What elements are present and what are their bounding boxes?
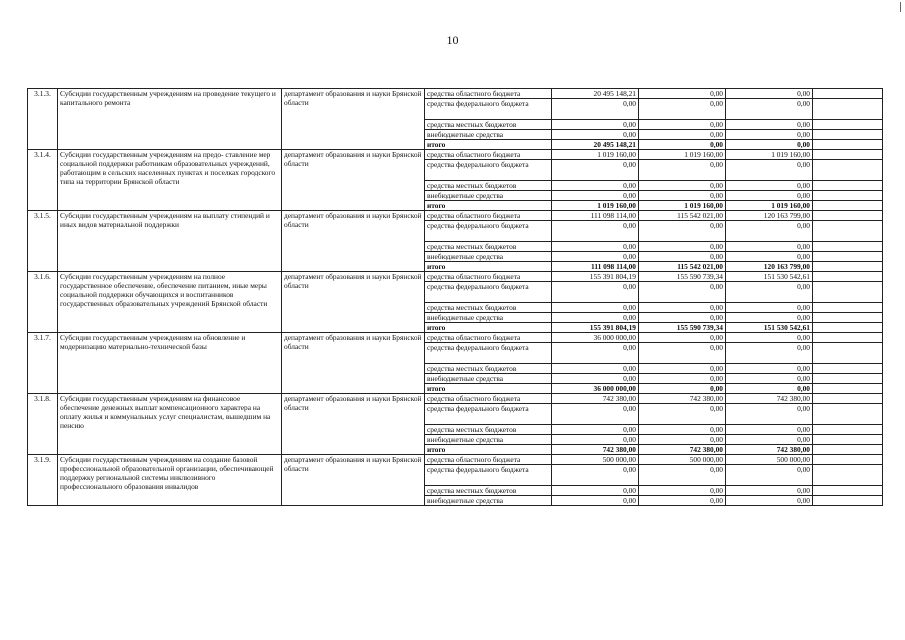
amount-year-3: 0,00 (726, 343, 813, 364)
amount-year-2: 155 590 739,34 (639, 272, 726, 282)
empty-cell (813, 221, 883, 242)
amount-year-3: 500 000,00 (726, 455, 813, 465)
empty-cell (813, 99, 883, 120)
funding-source: средства областного бюджета (425, 150, 552, 160)
amount-year-3: 0,00 (726, 191, 813, 201)
empty-cell (813, 486, 883, 496)
amount-year-3: 0,00 (726, 486, 813, 496)
amount-year-3: 0,00 (726, 130, 813, 140)
amount-year-3: 0,00 (726, 435, 813, 445)
empty-cell (813, 313, 883, 323)
amount-year-1: 0,00 (552, 496, 639, 506)
amount-year-1: 111 098 114,00 (552, 262, 639, 272)
empty-cell (813, 465, 883, 486)
amount-year-1: 0,00 (552, 120, 639, 130)
funding-source: внебюджетные средства (425, 130, 552, 140)
amount-year-3: 151 530 542,61 (726, 272, 813, 282)
empty-cell (813, 160, 883, 181)
amount-year-2: 0,00 (639, 404, 726, 425)
amount-year-3: 1 019 160,00 (726, 150, 813, 160)
item-description: Субсидии государственным учреждениям на предо- ставление мер социальной поддержки работникам образовательных учреждений, работающим в сельских населенных пунктах и поселках городского типа на территории Брянской области (58, 150, 282, 211)
responsible-department: департамент образования и науки Брянской области (282, 333, 425, 394)
amount-year-1: 0,00 (552, 191, 639, 201)
amount-year-3: 0,00 (726, 496, 813, 506)
empty-cell (813, 282, 883, 303)
table-row (28, 89, 883, 99)
item-number: 3.1.8. (28, 394, 58, 455)
funding-source: итого (425, 323, 552, 333)
empty-cell (813, 364, 883, 374)
amount-year-3: 0,00 (726, 221, 813, 242)
funding-source: средства местных бюджетов (425, 425, 552, 435)
empty-cell (813, 272, 883, 282)
amount-year-1: 0,00 (552, 435, 639, 445)
funding-source: средства местных бюджетов (425, 364, 552, 374)
funding-source: средства областного бюджета (425, 211, 552, 221)
amount-year-3: 0,00 (726, 282, 813, 303)
funding-source: средства федерального бюджета (425, 465, 552, 486)
item-number: 3.1.4. (28, 150, 58, 211)
funding-source: средства областного бюджета (425, 89, 552, 99)
empty-cell (813, 384, 883, 394)
amount-year-2: 0,00 (639, 221, 726, 242)
amount-year-1: 0,00 (552, 303, 639, 313)
responsible-department: департамент образования и науки Брянской области (282, 272, 425, 333)
funding-source: итого (425, 262, 552, 272)
amount-year-3: 0,00 (726, 465, 813, 486)
responsible-department: департамент образования и науки Брянской области (282, 150, 425, 211)
amount-year-2: 0,00 (639, 181, 726, 191)
amount-year-2: 0,00 (639, 140, 726, 150)
funding-source: средства федерального бюджета (425, 343, 552, 364)
funding-source: средства местных бюджетов (425, 181, 552, 191)
amount-year-1: 155 391 804,19 (552, 323, 639, 333)
empty-cell (813, 181, 883, 191)
empty-cell (813, 303, 883, 313)
budget-sheet (27, 88, 883, 506)
funding-source: средства местных бюджетов (425, 303, 552, 313)
amount-year-2: 115 542 021,00 (639, 211, 726, 221)
amount-year-2: 0,00 (639, 120, 726, 130)
item-number: 3.1.6. (28, 272, 58, 333)
funding-source: средства местных бюджетов (425, 242, 552, 252)
amount-year-1: 0,00 (552, 404, 639, 425)
funding-source: средства областного бюджета (425, 455, 552, 465)
amount-year-1: 0,00 (552, 465, 639, 486)
amount-year-3: 0,00 (726, 404, 813, 425)
amount-year-1: 742 380,00 (552, 394, 639, 404)
amount-year-1: 20 495 148,21 (552, 140, 639, 150)
funding-source: средства местных бюджетов (425, 486, 552, 496)
amount-year-2: 1 019 160,00 (639, 201, 726, 211)
funding-source: итого (425, 384, 552, 394)
amount-year-3: 0,00 (726, 252, 813, 262)
amount-year-1: 0,00 (552, 181, 639, 191)
amount-year-1: 1 019 160,00 (552, 150, 639, 160)
amount-year-2: 742 380,00 (639, 445, 726, 455)
amount-year-2: 0,00 (639, 435, 726, 445)
amount-year-3: 0,00 (726, 333, 813, 343)
amount-year-3: 0,00 (726, 181, 813, 191)
funding-source: внебюджетные средства (425, 252, 552, 262)
funding-source: средства федерального бюджета (425, 99, 552, 120)
funding-source: средства федерального бюджета (425, 282, 552, 303)
amount-year-3: 0,00 (726, 242, 813, 252)
amount-year-2: 0,00 (639, 313, 726, 323)
funding-source: внебюджетные средства (425, 496, 552, 506)
responsible-department: департамент образования и науки Брянской области (282, 89, 425, 150)
empty-cell (813, 404, 883, 425)
amount-year-1: 0,00 (552, 242, 639, 252)
funding-source: средства областного бюджета (425, 272, 552, 282)
empty-cell (813, 89, 883, 99)
amount-year-3: 0,00 (726, 99, 813, 120)
amount-year-1: 20 495 148,21 (552, 89, 639, 99)
amount-year-2: 0,00 (639, 425, 726, 435)
responsible-department: департамент образования и науки Брянской области (282, 455, 425, 506)
amount-year-1: 742 380,00 (552, 445, 639, 455)
table-row (28, 150, 883, 160)
amount-year-3: 0,00 (726, 140, 813, 150)
funding-source: итого (425, 140, 552, 150)
funding-source: итого (425, 201, 552, 211)
empty-cell (813, 425, 883, 435)
funding-source: внебюджетные средства (425, 191, 552, 201)
amount-year-3: 742 380,00 (726, 445, 813, 455)
funding-source: внебюджетные средства (425, 313, 552, 323)
amount-year-3: 0,00 (726, 313, 813, 323)
amount-year-2: 0,00 (639, 333, 726, 343)
amount-year-2: 0,00 (639, 343, 726, 364)
amount-year-1: 155 391 804,19 (552, 272, 639, 282)
funding-source: средства федерального бюджета (425, 221, 552, 242)
empty-cell (813, 455, 883, 465)
budget-table-body (28, 89, 883, 506)
amount-year-2: 0,00 (639, 465, 726, 486)
table-row (28, 394, 883, 404)
empty-cell (813, 252, 883, 262)
amount-year-1: 0,00 (552, 221, 639, 242)
amount-year-1: 0,00 (552, 99, 639, 120)
amount-year-3: 0,00 (726, 384, 813, 394)
item-number: 3.1.9. (28, 455, 58, 506)
amount-year-2: 0,00 (639, 242, 726, 252)
amount-year-2: 0,00 (639, 282, 726, 303)
item-description: Субсидии государственным учреждениям на проведение текущего и капитального ремонта (58, 89, 282, 150)
amount-year-1: 0,00 (552, 252, 639, 262)
empty-cell (813, 150, 883, 160)
page-number: 10 (446, 33, 459, 47)
amount-year-1: 0,00 (552, 130, 639, 140)
amount-year-1: 36 000 000,00 (552, 333, 639, 343)
empty-cell (813, 140, 883, 150)
amount-year-3: 0,00 (726, 374, 813, 384)
amount-year-2: 0,00 (639, 130, 726, 140)
amount-year-3: 0,00 (726, 120, 813, 130)
amount-year-1: 111 098 114,00 (552, 211, 639, 221)
item-description: Субсидии государственным учреждениям на финансовое обеспечение денежных выплат компенсационного характера на оплату жилья и коммунальных услуг специалистам, вышедшим на пенсию (58, 394, 282, 455)
table-row (28, 211, 883, 221)
amount-year-2: 0,00 (639, 89, 726, 99)
amount-year-2: 0,00 (639, 160, 726, 181)
item-number: 3.1.3. (28, 89, 58, 150)
amount-year-1: 0,00 (552, 343, 639, 364)
empty-cell (813, 201, 883, 211)
responsible-department: департамент образования и науки Брянской области (282, 394, 425, 455)
amount-year-3: 120 163 799,00 (726, 262, 813, 272)
empty-cell (813, 262, 883, 272)
amount-year-1: 500 000,00 (552, 455, 639, 465)
funding-source: внебюджетные средства (425, 435, 552, 445)
item-description: Субсидии государственным учреждениям на полное государственное обеспечение, обеспечение питанием, иные меры социальной поддержки обучающихся и воспитанников государственных образовательных учреждений Брянской области (58, 272, 282, 333)
amount-year-2: 0,00 (639, 374, 726, 384)
amount-year-1: 36 000 000,00 (552, 384, 639, 394)
amount-year-1: 0,00 (552, 282, 639, 303)
empty-cell (813, 435, 883, 445)
margin-mark (900, 2, 901, 12)
amount-year-1: 0,00 (552, 364, 639, 374)
funding-source: средства федерального бюджета (425, 404, 552, 425)
item-description: Субсидии государственным учреждениям на создание базовой профессиональной образовательной организации, обеспечивающей поддержку региональной системы инклюзивного профессионального образования инвалидов (58, 455, 282, 506)
amount-year-3: 151 530 542,61 (726, 323, 813, 333)
amount-year-2: 115 542 021,00 (639, 262, 726, 272)
amount-year-2: 0,00 (639, 486, 726, 496)
amount-year-2: 0,00 (639, 364, 726, 374)
empty-cell (813, 394, 883, 404)
empty-cell (813, 333, 883, 343)
amount-year-1: 1 019 160,00 (552, 201, 639, 211)
amount-year-2: 1 019 160,00 (639, 150, 726, 160)
empty-cell (813, 191, 883, 201)
amount-year-3: 0,00 (726, 89, 813, 99)
empty-cell (813, 445, 883, 455)
amount-year-2: 0,00 (639, 99, 726, 120)
amount-year-2: 500 000,00 (639, 455, 726, 465)
item-number: 3.1.7. (28, 333, 58, 394)
funding-source: внебюджетные средства (425, 374, 552, 384)
empty-cell (813, 323, 883, 333)
item-description: Субсидии государственным учреждениям на выплату стипендий и иных видов материальной поддержки (58, 211, 282, 272)
amount-year-2: 742 380,00 (639, 394, 726, 404)
item-number: 3.1.5. (28, 211, 58, 272)
amount-year-2: 0,00 (639, 252, 726, 262)
amount-year-3: 1 019 160,00 (726, 201, 813, 211)
amount-year-2: 0,00 (639, 191, 726, 201)
empty-cell (813, 120, 883, 130)
amount-year-1: 0,00 (552, 486, 639, 496)
amount-year-2: 0,00 (639, 303, 726, 313)
empty-cell (813, 130, 883, 140)
budget-table (27, 88, 883, 506)
amount-year-3: 0,00 (726, 160, 813, 181)
funding-source: средства областного бюджета (425, 333, 552, 343)
responsible-department: департамент образования и науки Брянской области (282, 211, 425, 272)
amount-year-2: 0,00 (639, 496, 726, 506)
amount-year-3: 120 163 799,00 (726, 211, 813, 221)
amount-year-3: 0,00 (726, 425, 813, 435)
amount-year-1: 0,00 (552, 374, 639, 384)
amount-year-3: 742 380,00 (726, 394, 813, 404)
amount-year-1: 0,00 (552, 160, 639, 181)
amount-year-1: 0,00 (552, 313, 639, 323)
amount-year-3: 0,00 (726, 364, 813, 374)
funding-source: итого (425, 445, 552, 455)
amount-year-1: 0,00 (552, 425, 639, 435)
funding-source: средства областного бюджета (425, 394, 552, 404)
table-row (28, 272, 883, 282)
funding-source: средства местных бюджетов (425, 120, 552, 130)
amount-year-2: 0,00 (639, 384, 726, 394)
empty-cell (813, 211, 883, 221)
item-description: Субсидии государственным учреждениям на обновление и модернизацию материально-технической базы (58, 333, 282, 394)
empty-cell (813, 242, 883, 252)
empty-cell (813, 496, 883, 506)
empty-cell (813, 374, 883, 384)
funding-source: средства федерального бюджета (425, 160, 552, 181)
table-row (28, 455, 883, 465)
amount-year-3: 0,00 (726, 303, 813, 313)
empty-cell (813, 343, 883, 364)
table-row (28, 333, 883, 343)
amount-year-2: 155 590 739,34 (639, 323, 726, 333)
